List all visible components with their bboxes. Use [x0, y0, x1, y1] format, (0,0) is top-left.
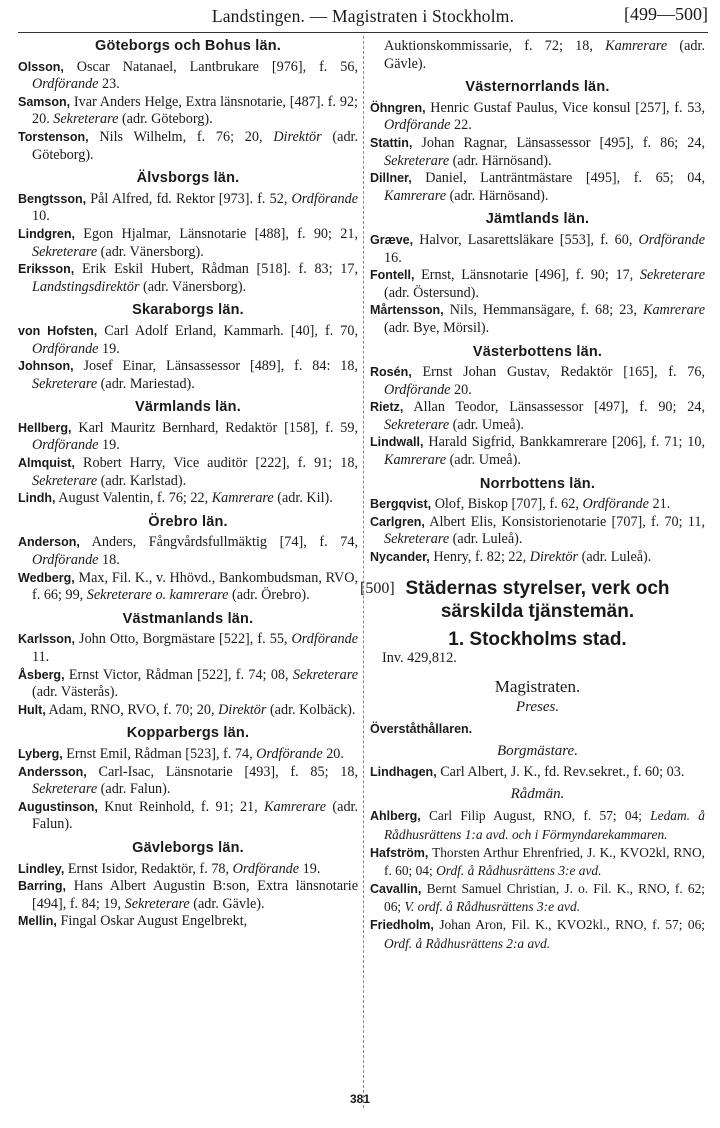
- entry-text: Daniel, Lanträntmästare [495], f. 65; 04,: [425, 170, 705, 187]
- entry-role: Kamrerare: [264, 798, 327, 815]
- list-item: [370, 399, 705, 434]
- list-item: [370, 514, 705, 549]
- section-heading: Västerbottens län.: [472, 343, 603, 360]
- entry-name: Mellin,: [18, 914, 57, 929]
- entry-role: Ordförande: [32, 552, 99, 569]
- entry-role: Ordförande: [32, 437, 99, 454]
- entry-tail: (adr. Göteborg).: [121, 111, 213, 128]
- magistraten-heading: Magistraten.: [494, 676, 581, 696]
- inventory-line: Inv. 429,812.: [382, 650, 457, 667]
- list-item: [370, 170, 705, 205]
- entry-name: Almquist,: [18, 456, 75, 471]
- list-item: [370, 434, 705, 469]
- entry-tail: (adr. Härnösand).: [449, 187, 549, 204]
- city-heading: 1. Stockholms stad.: [448, 628, 627, 650]
- list-item: [370, 880, 705, 916]
- entry-name: Bergqvist,: [370, 497, 432, 512]
- entry-name: Mårtensson,: [370, 303, 444, 318]
- entry-name: Åsberg,: [18, 667, 65, 682]
- entry-tail: (adr. Göteborg).: [32, 128, 359, 163]
- entry-name: Hult,: [18, 702, 46, 717]
- entry-name: Ahlberg,: [370, 809, 421, 824]
- overstathallaren-label: Överståthållaren.: [370, 722, 473, 736]
- entry-tail: (adr. Mariestad).: [100, 375, 195, 392]
- entry-tail: (adr. Härnösand).: [452, 152, 552, 169]
- entry-name: Hellberg,: [18, 420, 72, 435]
- entry-tail: 21.: [652, 496, 671, 513]
- entry-text: Fingal Oskar August Engelbrekt,: [60, 913, 248, 930]
- header-title: Landstingen. — Magistraten i Stockholm.: [211, 6, 515, 26]
- entry-text: Ernst, Länsnotarie [496], f. 90; 17,: [421, 267, 634, 284]
- entry-text: Thorsten Arthur Ehrenfried, J. K., KVO2kl, RNO, f. 60; 04;: [384, 844, 705, 879]
- entry-text: Carl-Isac, Länsnotarie [493], f. 85; 18,: [98, 763, 358, 780]
- entry-text: Ernst Emil, Rådman [523], f. 74,: [66, 745, 253, 762]
- entry-role: Direktör: [218, 701, 267, 718]
- list-item: [370, 496, 705, 514]
- list-item: [370, 100, 705, 135]
- entry-tail: 19.: [102, 437, 120, 454]
- entry-text: Ernst Victor, Rådman [522], f. 74; 08,: [68, 666, 289, 683]
- entry-name: von Hofsten,: [18, 323, 98, 338]
- list-item: [18, 94, 358, 129]
- entry-text: Hans Albert Augustin B:son, Extra länsnotarie [494], f. 84; 19,: [32, 878, 358, 912]
- entry-name: Lindgren,: [18, 226, 75, 241]
- list-item: [18, 799, 358, 834]
- borgmastare-heading: Borgmästare.: [497, 742, 578, 759]
- entry-name: Torstenson,: [18, 129, 89, 144]
- entry-tail: 19.: [302, 860, 321, 877]
- entry-role: Sekreterare: [32, 472, 98, 489]
- list-item: [18, 913, 358, 931]
- entry-role: Ordf. å Rådhusrättens 3:e avd.: [436, 863, 602, 879]
- entry-name: Olsson,: [18, 59, 64, 74]
- entry-text: Carl Adolf Erland, Kammarh. [40], f. 70,: [104, 322, 359, 339]
- entry-tail: (adr. Bye, Mörsil).: [384, 319, 490, 336]
- entry-tail: (adr. Kil).: [277, 490, 333, 507]
- section-heading: Värmlands län.: [135, 399, 241, 416]
- column-divider: [363, 36, 364, 1108]
- entry-tail: (adr. Karlstad).: [100, 472, 187, 489]
- entry-name: Stattin,: [370, 135, 413, 150]
- list-item: [18, 490, 358, 508]
- right-column: [360, 38, 706, 952]
- list-item: [370, 135, 705, 170]
- entry-text: Albert Elis, Konsistorienotarie [707], f. 70; 11,: [429, 513, 705, 530]
- entry-text: Josef Einar, Länsassessor [489], f. 84: 18,: [83, 358, 358, 375]
- entry-text: Ernst Johan Gustav, Redaktör [165], f. 76,: [422, 364, 706, 381]
- entry-role: Direktör: [529, 549, 579, 566]
- preses-heading: Preses.: [515, 699, 560, 716]
- list-item: [370, 807, 705, 843]
- entry-role: Ledam. å Rådhusrättens 1:a avd. och i Förmyndarekammaren.: [384, 808, 705, 842]
- entry-tail: (adr. Umeå).: [449, 452, 521, 469]
- entry-tail: 20.: [454, 381, 472, 398]
- list-item: [18, 570, 358, 605]
- entry-text: Nils Wilhelm, f. 76; 20,: [99, 128, 263, 145]
- page-marker: [500]: [360, 579, 395, 597]
- entry-name: Karlsson,: [18, 632, 75, 647]
- entry-role: Ordf. å Rådhusrättens 2:a avd.: [384, 935, 551, 951]
- list-item: [18, 702, 358, 720]
- entry-text: Knut Reinhold, f. 91; 21,: [104, 798, 258, 815]
- entry-role: Sekreterare: [32, 243, 98, 260]
- entry-name: Lindwall,: [370, 435, 424, 450]
- entry-name: Andersson,: [18, 764, 87, 779]
- section-heading: Gävleborgs län.: [132, 839, 244, 856]
- section-heading: Skaraborgs län.: [132, 302, 244, 319]
- entry-text: Carl Albert, J. K., fd. Rev.sekret., f. 60; 03.: [440, 764, 685, 781]
- entry-tail: (adr. Vänersborg).: [100, 243, 204, 260]
- list-item: [370, 267, 705, 302]
- entry-role: Landstingsdirektör: [32, 278, 140, 295]
- entry-tail: 16.: [384, 249, 402, 266]
- list-item: [18, 261, 358, 296]
- entry-name: Lindh,: [18, 491, 56, 506]
- list-item: [18, 420, 358, 455]
- entry-tail: 22.: [454, 117, 472, 134]
- list-item: [18, 59, 358, 94]
- entry-role: Ordförande: [291, 631, 359, 648]
- list-item: [370, 916, 705, 952]
- radman-list: [370, 807, 705, 952]
- entry-text: Pål Alfred, fd. Rektor [973]. f. 52,: [90, 190, 288, 207]
- entry-name: Bengtsson,: [18, 191, 87, 206]
- entry-name: Nycander,: [370, 550, 430, 565]
- list-item: [18, 191, 358, 226]
- list-item: [18, 129, 358, 164]
- entry-role: Sekreterare: [384, 152, 450, 169]
- entry-role: V. ordf. å Rådhusrättens 3:e avd.: [404, 899, 581, 915]
- section-heading: Kopparbergs län.: [126, 725, 250, 742]
- list-item: [370, 232, 705, 267]
- entry-role: Ordförande: [384, 381, 451, 398]
- entry-text: Henry, f. 82; 22,: [433, 549, 527, 566]
- entry-name: Johnson,: [18, 359, 74, 374]
- list-item: [18, 861, 358, 879]
- list-item: [18, 878, 358, 913]
- entry-name: Hafström,: [370, 845, 429, 860]
- section-heading: Örebro län.: [148, 513, 228, 530]
- entry-role: Sekreterare: [124, 895, 190, 912]
- entry-role: Kamrerare: [643, 302, 706, 319]
- entry-text: Johan Aron, Fil. K., KVO2kl., RNO, f. 57; 06;: [439, 916, 705, 932]
- entry-text: Oscar Natanael, Lantbrukare [976], f. 56,: [76, 58, 358, 75]
- continuation-entry: [370, 38, 705, 73]
- entry-role: Ordförande: [384, 117, 451, 134]
- list-item: [18, 455, 358, 490]
- entry-text: John Otto, Borgmästare [522], f. 55,: [79, 631, 288, 648]
- entry-tail: (adr. Luleå).: [581, 549, 652, 566]
- entry-name: Cavallin,: [370, 881, 422, 896]
- entry-name: Carlgren,: [370, 514, 425, 529]
- section-heading: Jämtlands län.: [485, 211, 590, 228]
- entry-text: Olof, Biskop [707], f. 62,: [434, 496, 579, 513]
- entry-tail: 19.: [102, 340, 120, 357]
- entry-role: Ordförande: [582, 496, 649, 513]
- list-item: [18, 226, 358, 261]
- entry-name: Lyberg,: [18, 746, 63, 761]
- left-column: [18, 38, 358, 931]
- entry-role: Sekreterare: [53, 111, 119, 128]
- entry-name: Fontell,: [370, 268, 415, 283]
- entry-text: Ernst Isidor, Redaktör, f. 78,: [67, 860, 230, 877]
- entry-role: Sekreterare: [32, 781, 98, 798]
- right-sections: [370, 79, 705, 566]
- header-page-range: [499—500]: [624, 4, 708, 24]
- entry-text: Bernt Samuel Christian, J. o. Fil. K., RNO, f. 62; 06;: [384, 880, 705, 915]
- continuation-role: Kamrerare: [605, 38, 668, 54]
- entry-role: Sekreterare: [384, 531, 450, 548]
- list-item: [18, 667, 358, 702]
- entry-text: Ivar Anders Helge, Extra länsnotarie, [487]. f. 92; 20.: [32, 93, 358, 128]
- list-item: [370, 844, 705, 880]
- entry-role: Direktör: [273, 128, 322, 145]
- entry-text: Erik Eskil Hubert, Rådman [518]. f. 83; 17,: [81, 261, 358, 278]
- section-heading: Västmanlands län.: [122, 610, 254, 627]
- entry-text: Egon Hjalmar, Länsnotarie [488], f. 90; 21,: [83, 225, 358, 242]
- entry-text: Max, Fil. K., v. Hhövd., Bankombudsman, RVO, f. 66; 99,: [32, 569, 358, 604]
- list-item: [370, 364, 705, 399]
- section-heading: Västernorrlands län.: [465, 79, 610, 96]
- stader-heading: Städernas styrelser, verk och särskilda tjänstemän.: [405, 577, 670, 622]
- section-heading: Göteborgs och Bohus län.: [94, 38, 282, 54]
- stader-heading-block: [360, 577, 705, 623]
- entry-name: Barring,: [18, 879, 66, 894]
- entry-text: August Valentin, f. 76; 22,: [58, 490, 209, 507]
- entry-tail: (adr. Örebro).: [232, 587, 310, 604]
- entry-text: Henric Gustaf Paulus, Vice konsul [257], f. 53,: [430, 99, 705, 116]
- page-number: 381: [349, 1092, 371, 1106]
- entry-tail: (adr. Gävle).: [193, 895, 265, 912]
- entry-name: Samson,: [18, 94, 71, 109]
- list-item: [370, 549, 705, 567]
- entry-text: Johan Ragnar, Länsassessor [495], f. 86; 24,: [421, 134, 705, 151]
- entry-tail: 18.: [102, 552, 120, 569]
- entry-text: Adam, RNO, RVO, f. 70; 20,: [48, 701, 215, 718]
- entry-text: Karl Mauritz Bernhard, Redaktör [158], f. 59,: [78, 419, 358, 436]
- entry-name: Dillner,: [370, 171, 412, 186]
- entry-tail: (adr. Västerås).: [32, 684, 119, 701]
- entry-text: Allan Teodor, Länsassessor [497], f. 90; 24,: [413, 399, 705, 416]
- entry-name: Lindhagen,: [370, 765, 437, 780]
- entry-tail: 11.: [32, 649, 50, 665]
- entry-text: Robert Harry, Vice auditör [222], f. 91; 18,: [83, 455, 358, 472]
- continuation-text: Auktionskommissarie, f. 72; 18,: [384, 38, 593, 54]
- entry-text: Carl Filip August, RNO, f. 57; 04;: [428, 808, 642, 824]
- entry-text: Halvor, Lasarettsläkare [553], f. 60,: [419, 231, 633, 248]
- continuation-tail: (adr. Gävle).: [384, 38, 705, 72]
- entry-name: Wedberg,: [18, 570, 75, 585]
- entry-role: Sekreterare: [384, 416, 450, 433]
- entry-name: Rosén,: [370, 365, 412, 380]
- entry-name: Öhngren,: [370, 100, 426, 115]
- entry-name: Lindley,: [18, 861, 65, 876]
- list-item: [18, 746, 358, 764]
- entry-role: Sekreterare: [32, 375, 98, 392]
- list-item: [18, 764, 358, 799]
- entry-role: Sekreterare: [639, 267, 706, 284]
- entry-role: Ordförande: [291, 190, 359, 207]
- list-item: [18, 323, 358, 358]
- radman-heading: Rådmän.: [510, 785, 565, 802]
- section-heading: Norrbottens län.: [479, 475, 596, 492]
- entry-text: Harald Sigfrid, Bankkamrerare [206], f. 71; 10,: [428, 434, 705, 451]
- entry-role: Sekreterare: [292, 666, 359, 683]
- entry-role: Ordförande: [638, 231, 706, 248]
- section-heading: Älvsborgs län.: [136, 170, 240, 187]
- entry-role: Kamrerare: [384, 452, 447, 469]
- entry-tail: 10.: [32, 208, 50, 225]
- entry-role: Kamrerare: [384, 187, 447, 204]
- entry-tail: (adr. Östersund).: [384, 284, 479, 301]
- entry-role: Kamrerare: [211, 490, 274, 507]
- entry-text: Anders, Fångvårdsfullmäktig [74], f. 74,: [91, 534, 358, 551]
- list-item: [18, 631, 358, 666]
- entry-tail: (adr. Kolbäck).: [269, 701, 356, 718]
- entry-text: Nils, Hemmansägare, f. 68; 23,: [449, 302, 637, 319]
- entry-role: Ordförande: [256, 745, 323, 762]
- entry-tail: (adr. Vänersborg).: [143, 278, 247, 295]
- entry-tail: (adr. Falun).: [32, 798, 359, 833]
- list-item: [370, 302, 705, 337]
- entry-name: Augustinson,: [18, 799, 98, 814]
- running-header: [18, 4, 708, 33]
- entry-role: Ordförande: [32, 76, 99, 93]
- list-item: [18, 534, 358, 569]
- entry-name: Rietz,: [370, 400, 404, 415]
- entry-tail: 23.: [102, 76, 120, 93]
- list-item: [18, 358, 358, 393]
- entry-tail: (adr. Umeå).: [452, 416, 524, 433]
- entry-name: Eriksson,: [18, 262, 75, 277]
- lindhagen-entry: [370, 764, 705, 782]
- entry-name: Anderson,: [18, 535, 80, 550]
- entry-tail: (adr. Falun).: [100, 781, 171, 798]
- entry-name: Friedholm,: [370, 917, 434, 932]
- entry-role: Ordförande: [32, 340, 99, 357]
- entry-role: Ordförande: [232, 860, 300, 877]
- entry-name: Græve,: [370, 232, 414, 247]
- entry-tail: 20.: [326, 745, 344, 762]
- entry-role: Sekreterare o. kamrerare: [86, 587, 229, 604]
- entry-tail: (adr. Luleå).: [452, 531, 523, 548]
